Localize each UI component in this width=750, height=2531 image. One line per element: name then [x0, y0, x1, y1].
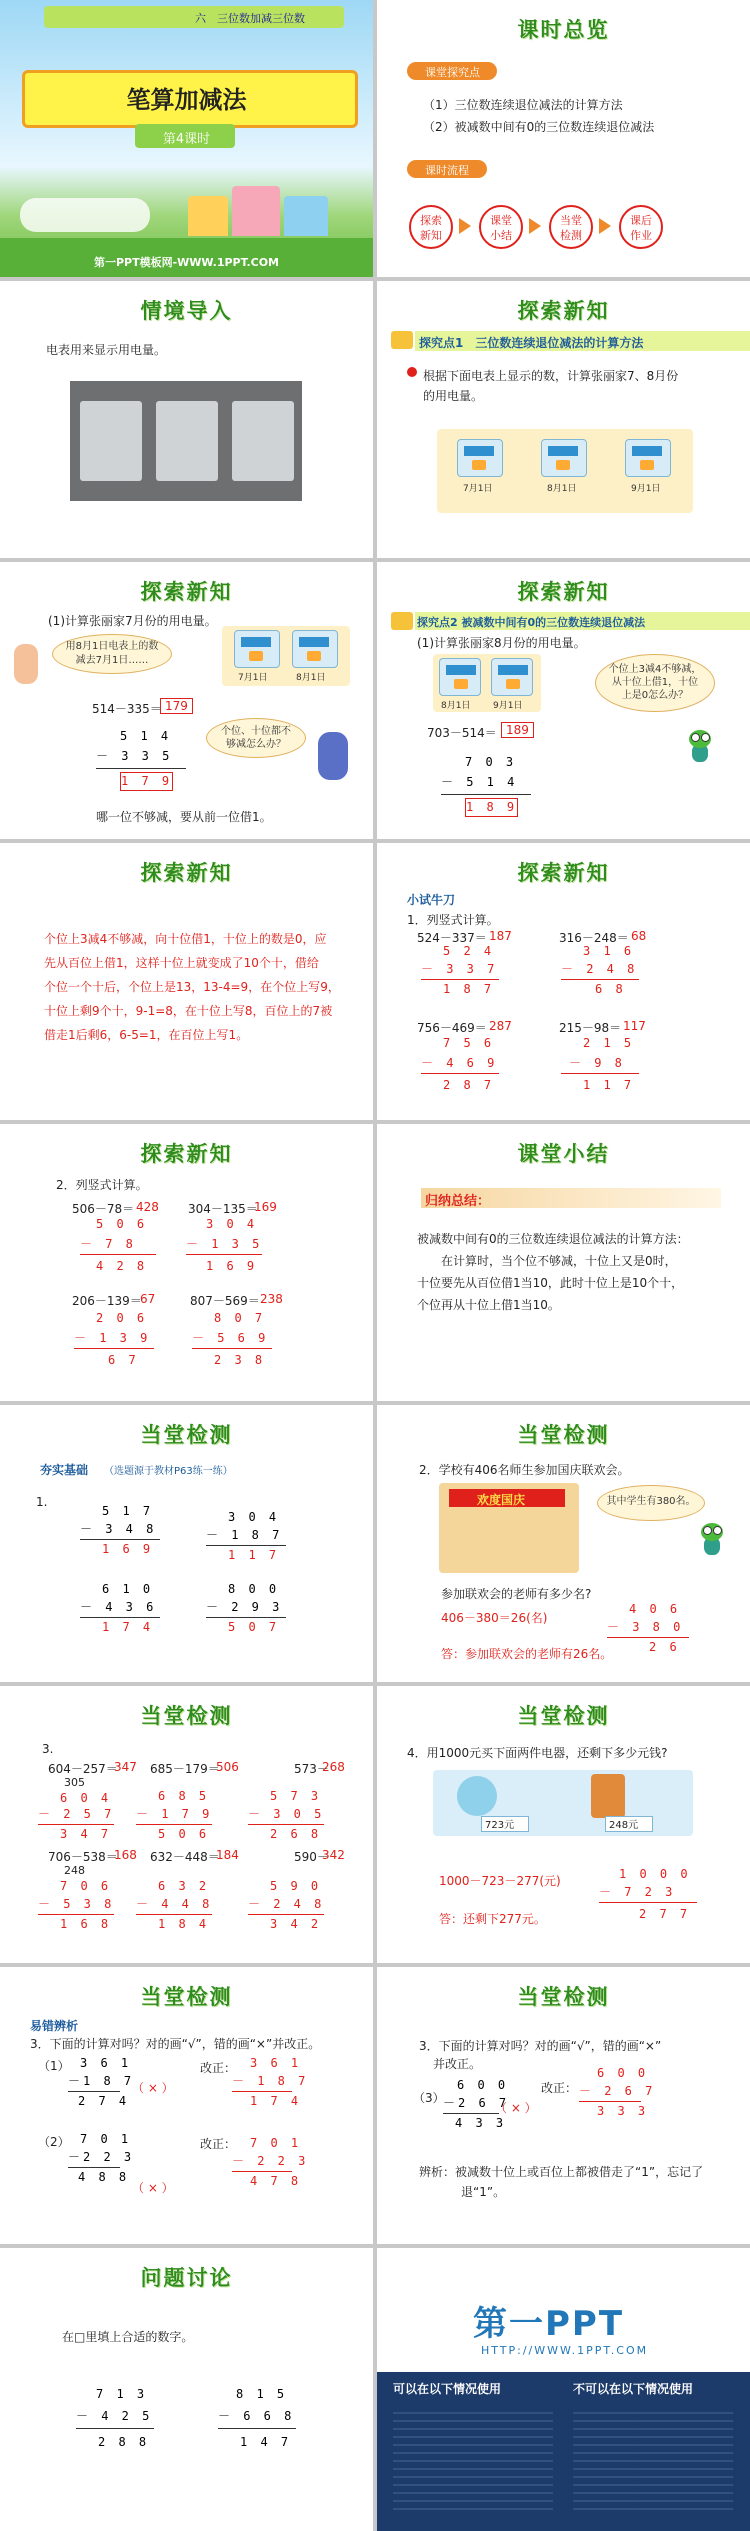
- answer-box: 179: [160, 698, 193, 714]
- intro-text: 电表用来显示用电量。: [46, 343, 167, 357]
- pin-icon: [407, 367, 417, 377]
- calc-divider: [607, 1637, 689, 1638]
- equation: 316－248＝: [559, 931, 629, 945]
- calc-row-1: 7 5 6: [443, 1036, 495, 1050]
- calc-result: 3 4 2: [270, 1917, 322, 1931]
- calc-row-1: 7 0 3: [465, 755, 517, 769]
- mark: （ × ）: [132, 2081, 174, 2095]
- slide-test-1: [0, 1405, 373, 1682]
- calc-row-1: 5 1 4: [120, 729, 172, 743]
- frog-icon: [685, 730, 715, 764]
- slide-title: 当堂检测: [517, 1984, 610, 2009]
- equation: 756－469＝: [417, 1021, 487, 1035]
- calc-divider: [248, 1914, 324, 1915]
- calc-result: 1 1 7: [583, 1078, 635, 1092]
- slide-title: 探索新知: [517, 860, 610, 885]
- calc-row-2: － 2 5 7: [38, 1807, 115, 1821]
- fix-label: 改正：: [200, 2061, 237, 2075]
- question-2: 参加联欢会的老师有多少名?: [441, 1587, 592, 1601]
- slide-intro: [0, 281, 373, 558]
- calc-divider: [248, 1824, 324, 1825]
- calc-result: 2 8 8: [98, 2435, 150, 2449]
- calc-result: 4 8 8: [78, 2170, 130, 2184]
- meter-date: 8月1日: [441, 701, 471, 711]
- answer: 506: [216, 1760, 239, 1774]
- mark: （ × ）: [495, 2101, 537, 2115]
- question-line-2: 的用电量。: [423, 389, 484, 403]
- slide-summary: [377, 1124, 750, 1401]
- flow-arrow: [459, 218, 471, 234]
- meter-date: 7月1日: [238, 673, 268, 683]
- calc-result: 2 7 7: [639, 1907, 691, 1921]
- slide-title: 探索新知: [140, 1141, 233, 1166]
- explanation-line-4: 十位上剩9个十，9-1=8，在十位上写8，百位上的7被: [44, 1004, 333, 1018]
- calc-divider: [96, 768, 186, 769]
- calc-divider: [68, 2091, 120, 2092]
- answer: 347: [114, 1760, 137, 1774]
- house-2: [232, 186, 280, 236]
- slide-discussion: [0, 2248, 373, 2531]
- answer-box: 189: [501, 722, 534, 738]
- book-icon: [391, 331, 413, 349]
- calc-row-1: 6 0 4: [60, 1791, 112, 1805]
- slide-practice-2: [0, 1124, 373, 1401]
- mark: （ × ）: [132, 2181, 174, 2195]
- calc-row-2: － 5 3 8: [38, 1897, 115, 1911]
- calc-result: 4 3 3: [455, 2116, 507, 2130]
- floating-number: 248: [64, 1864, 85, 1877]
- equation: 573－: [294, 1762, 329, 1776]
- slide-cover: [0, 0, 373, 277]
- calc-row-2: － 2 2 3: [232, 2154, 309, 2168]
- calc-result: 2 3 8: [214, 1353, 266, 1367]
- explanation-line-5: 借走1后剩6，6-5=1，在百位上写1。: [44, 1028, 249, 1042]
- cat-icon: [318, 732, 348, 780]
- calc-divider: [74, 1348, 154, 1349]
- equation: 406－380＝26(名): [441, 1611, 548, 1625]
- meter-icon: [541, 439, 587, 477]
- calc-result: 6 8: [595, 982, 626, 996]
- calc-row-2: － 7 8: [80, 1237, 136, 1251]
- meter-date: 7月1日: [463, 484, 493, 494]
- house-1: [188, 196, 228, 236]
- floating-number: 305: [64, 1776, 85, 1789]
- answer: 184: [216, 1848, 239, 1862]
- slide-test-2: [377, 1405, 750, 1682]
- point-label: 探究点1 三位数连续退位减法的计算方法: [419, 336, 644, 350]
- lesson-title: 笔算加减法: [126, 85, 247, 114]
- answer-text: 答：还剩下277元。: [439, 1912, 546, 1926]
- flow-step-3: 当堂 检测: [549, 205, 593, 249]
- meter-date: 9月1日: [631, 484, 661, 494]
- calc-result: 6 7: [108, 1353, 139, 1367]
- summary-line-3: 十位要先从百位借1当10，此时十位上是10个十，: [417, 1276, 684, 1290]
- slide-ending: [377, 2248, 750, 2531]
- meter-icon: [457, 439, 503, 477]
- calc-result: 1 1 7: [228, 1548, 280, 1562]
- question-line-1: 根据下面电表上显示的数，计算张丽家7、8月份: [423, 369, 679, 383]
- practice-tag: 夯实基础: [40, 1463, 89, 1477]
- slide-practice-1: [377, 843, 750, 1120]
- meter-date: 8月1日: [296, 673, 326, 683]
- calc-result: 1 8 4: [158, 1917, 210, 1931]
- flow-step-1: 探索 新知: [409, 205, 453, 249]
- slide-overview: [377, 0, 750, 277]
- calc-row-2: － 4 3 6: [80, 1600, 157, 1614]
- source-note: （选题源于教材P63练一练）: [104, 1466, 233, 1477]
- note: 哪一位不够减，要从前一位借1。: [96, 810, 272, 824]
- calc-result: 5 0 7: [228, 1620, 280, 1634]
- question: (1)计算张丽家8月份的用电量。: [417, 636, 586, 650]
- question: 4．用1000元买下面两件电器，还剩下多少元钱?: [407, 1746, 668, 1760]
- calc-divider: [38, 1824, 114, 1825]
- calc-result: 4 2 8: [96, 1259, 148, 1273]
- house-3: [284, 196, 328, 236]
- calc-result: 1 4 7: [240, 2435, 292, 2449]
- calc-divider: [421, 1073, 499, 1074]
- answer: 342: [322, 1848, 345, 1862]
- meter-icon: [292, 630, 338, 668]
- calc-divider: [136, 1914, 212, 1915]
- allowed-list: [393, 2406, 553, 2516]
- calc-row-2: － 7 2 3: [599, 1885, 676, 1899]
- slide-explore-3: [377, 562, 750, 839]
- meter-date: 9月1日: [493, 701, 523, 711]
- summary-line-4: 个位再从十位上借1当10。: [417, 1298, 560, 1312]
- slide-title: 当堂检测: [140, 1703, 233, 1728]
- slide-explore-2: [0, 562, 373, 839]
- equation: 514－335＝: [92, 702, 162, 716]
- question: 3．下面的计算对吗？对的画“√”，错的画“×”并改正。: [30, 2037, 321, 2051]
- calc-result: 2 8 7: [443, 1078, 495, 1092]
- practice-tag: 易错辨析: [30, 2019, 79, 2033]
- calc-row-2: － 1 8 7: [206, 1528, 283, 1542]
- speech-bubble: [52, 634, 172, 674]
- calc-result: 1 8 9: [465, 798, 518, 817]
- disallowed-heading: 不可以在以下情况使用: [573, 2382, 694, 2396]
- oven-icon: [591, 1774, 625, 1818]
- speech-bubble: [597, 1485, 705, 1521]
- calc-row-2: － 4 6 9: [421, 1056, 498, 1070]
- calc-divider: [579, 2101, 641, 2102]
- calc-divider: [38, 1914, 114, 1915]
- equation: 1000－723－277(元): [439, 1874, 561, 1888]
- slide-test-4: [377, 1686, 750, 1963]
- equation: 506－78＝: [72, 1202, 135, 1216]
- slide-explore-1: [377, 281, 750, 558]
- calc-result: 3 3 3: [597, 2104, 649, 2118]
- calc-result: 5 0 6: [158, 1827, 210, 1841]
- answer-text: 答：参加联欢会的老师有26名。: [441, 1647, 613, 1661]
- calc-divider: [76, 2428, 154, 2429]
- slide-title: 探索新知: [517, 579, 610, 604]
- calc-row-2: － 3 4 8: [80, 1522, 157, 1536]
- calc-row-2: － 2 4 8: [248, 1897, 325, 1911]
- calc-result: 1 7 4: [250, 2094, 302, 2108]
- meter-date: 8月1日: [547, 484, 577, 494]
- calc-divider: [232, 2171, 292, 2172]
- summary-line-2: 在计算时，当个位不够减，十位上又是0时，: [417, 1254, 677, 1268]
- summary-line-1: 被减数中间有0的三位数连续退位减法的计算方法：: [417, 1232, 689, 1246]
- calc-row-2: － 2 9 3: [206, 1600, 283, 1614]
- calc-row-2: － 5 6 9: [192, 1331, 269, 1345]
- calc-row-2: －2 6 7: [443, 2096, 510, 2110]
- calc-row-1: 2 0 6: [96, 1311, 148, 1325]
- calc-row-1: 8 0 0: [228, 1582, 280, 1596]
- explanation-line-2: 退“1”。: [461, 2185, 506, 2199]
- cover-footer: 第一PPT模板网-WWW.1PPT.COM: [93, 256, 280, 269]
- equation: 590－: [294, 1850, 329, 1864]
- question: 2．列竖式计算。: [56, 1178, 148, 1192]
- calc-row-1: 3 0 4: [228, 1510, 280, 1524]
- slide-title: 课时总览: [517, 17, 610, 42]
- slide-test-6: [377, 1967, 750, 2244]
- calc-row-1: 3 6 1: [80, 2056, 132, 2070]
- calc-row-2: － 3 0 5: [248, 1807, 325, 1821]
- calc-row-2: －2 2 3: [68, 2150, 135, 2164]
- question: 2．学校有406名师生参加国庆联欢会。: [419, 1463, 630, 1477]
- calc-divider: [136, 1824, 212, 1825]
- calc-result: 2 6: [649, 1640, 680, 1654]
- calc-row-1: 4 0 6: [629, 1602, 681, 1616]
- slide-title: 问题讨论: [140, 2265, 233, 2290]
- calc-row-2: －1 8 7: [68, 2074, 135, 2088]
- calc-divider: [218, 2428, 296, 2429]
- slide-title: 当堂检测: [517, 1703, 610, 1728]
- calc-result: 1 7 4: [102, 1620, 154, 1634]
- equation: 604－257＝: [48, 1762, 118, 1776]
- calc-divider: [206, 1617, 286, 1618]
- calc-row-2: － 5 1 4: [441, 775, 518, 789]
- brand-url: HTTP://WWW.1PPT.COM: [481, 2344, 649, 2357]
- calc-row-1: 3 1 6: [583, 944, 635, 958]
- calc-divider: [206, 1545, 286, 1546]
- answer: 117: [623, 1019, 646, 1033]
- calc-row-1: 6 8 5: [158, 1789, 210, 1803]
- calc-divider: [441, 794, 531, 795]
- calc-divider: [80, 1617, 160, 1618]
- calc-row-1: 5 9 0: [270, 1879, 322, 1893]
- equation: 524－337＝: [417, 931, 487, 945]
- calc-row-1: 2 1 5: [583, 1036, 635, 1050]
- overview-item-1: （1）三位数连续退位减法的计算方法: [423, 98, 623, 112]
- item-number: （1）: [38, 2059, 70, 2073]
- book-icon: [391, 612, 413, 630]
- calc-result: 3 4 7: [60, 1827, 112, 1841]
- meter-icon: [439, 658, 481, 696]
- slide-title: 当堂检测: [140, 1984, 233, 2009]
- lesson-number: 第4课时: [162, 132, 211, 147]
- answer: 169: [254, 1200, 277, 1214]
- calc-divider: [561, 979, 639, 980]
- slide-title: 当堂检测: [140, 1422, 233, 1447]
- answer: 67: [140, 1292, 156, 1306]
- answer: 168: [114, 1848, 137, 1862]
- frog-icon: [697, 1523, 727, 1557]
- calc-row-2: － 4 2 5: [76, 2409, 153, 2423]
- cloud: [20, 198, 150, 232]
- calc-row-1: 8 1 5: [236, 2387, 288, 2401]
- slide-test-5: [0, 1967, 373, 2244]
- equation: 304－135＝: [188, 1202, 258, 1216]
- question: 在□里填上合适的数字。: [62, 2330, 194, 2344]
- calc-result: 1 6 9: [206, 1259, 258, 1273]
- speech-bubble: [206, 718, 306, 758]
- calc-result: 2 6 8: [270, 1827, 322, 1841]
- answer: 238: [260, 1292, 283, 1306]
- calc-row-1: 8 0 7: [214, 1311, 266, 1325]
- calc-result: 1 8 7: [443, 982, 495, 996]
- section-2-label: 课时流程: [425, 164, 469, 177]
- question: 1．列竖式计算。: [407, 913, 499, 927]
- calc-row-2: － 2 6 7: [579, 2084, 656, 2098]
- bubble-text: 其中学生有380名。: [606, 1496, 696, 1507]
- calc-divider: [443, 2113, 499, 2114]
- calc-row-2: － 1 3 5: [186, 1237, 263, 1251]
- brand-logo: 第一PPT: [473, 2304, 625, 2344]
- answer: 68: [631, 929, 647, 943]
- equation: 206－139＝: [72, 1294, 142, 1308]
- slide-title: 探索新知: [140, 579, 233, 604]
- calc-row-1: 7 0 6: [60, 1879, 112, 1893]
- slide-title: 当堂检测: [517, 1422, 610, 1447]
- flow-step-4: 课后 作业: [619, 205, 663, 249]
- equation: 706－538＝: [48, 1850, 118, 1864]
- calc-result: 1 7 9: [120, 772, 173, 791]
- slide-explanation: [0, 843, 373, 1120]
- calc-row-2: － 3 8 0: [607, 1620, 684, 1634]
- allowed-heading: 可以在以下情况使用: [393, 2382, 502, 2396]
- calc-divider: [80, 1254, 156, 1255]
- calc-row-2: － 9 8: [569, 1056, 625, 1070]
- calc-divider: [421, 979, 499, 980]
- chapter-label: 六 三位数加减三位数: [195, 12, 305, 25]
- calc-row-1: 6 1 0: [102, 1582, 154, 1596]
- fix-label: 改正：: [541, 2081, 578, 2095]
- point-label: 探究点2 被减数中间有0的三位数连续退位减法: [417, 616, 646, 629]
- item-number: （2）: [38, 2135, 70, 2149]
- section-1-label: 课堂探究点: [425, 66, 480, 79]
- calc-row-2: － 1 8 7: [232, 2074, 309, 2088]
- explanation-line-1: 辨析：被减数十位上或百位上都被借走了“1”，忘记了: [419, 2165, 704, 2179]
- calc-divider: [599, 1902, 697, 1903]
- equation: 632－448＝: [150, 1850, 220, 1864]
- calc-divider: [561, 1073, 639, 1074]
- meter-icon: [234, 630, 280, 668]
- banner-text: 欢度国庆: [477, 1493, 526, 1507]
- answer: 187: [489, 929, 512, 943]
- item-number: 3.: [42, 1742, 54, 1756]
- bubble-text: 个位、十位都不够减怎么办？: [221, 726, 291, 750]
- price-2: 248元: [609, 1820, 639, 1831]
- calc-divider: [68, 2167, 120, 2168]
- slide-title: 探索新知: [517, 298, 610, 323]
- calc-row-2: － 1 3 9: [74, 1331, 151, 1345]
- overview-item-2: （2）被减数中间有0的三位数连续退位减法: [423, 120, 655, 134]
- explanation-line-3: 个位一个十后，个位上是13，13-4=9，在个位上写9，: [44, 980, 340, 994]
- item-number: 1.: [36, 1495, 48, 1509]
- calc-row-1: 6 3 2: [158, 1879, 210, 1893]
- calc-row-1: 3 0 4: [206, 1217, 258, 1231]
- calc-row-1: 5 7 3: [270, 1789, 322, 1803]
- girl-icon: [14, 644, 38, 684]
- equation: 685－179＝: [150, 1762, 220, 1776]
- question: (1)计算张丽家7月份的用电量。: [48, 614, 217, 628]
- calc-divider: [186, 1254, 262, 1255]
- answer: 428: [136, 1200, 159, 1214]
- answer: 287: [489, 1019, 512, 1033]
- price-1: 723元: [485, 1820, 515, 1831]
- question-line-2: 并改正。: [433, 2057, 482, 2071]
- bubble-text: 用8月1日电表上的数减去7月1日……: [65, 641, 159, 666]
- calc-row-1: 7 1 3: [96, 2387, 148, 2401]
- calc-row-1: 1 0 0 0: [619, 1867, 691, 1881]
- flow-arrow: [529, 218, 541, 234]
- slide-title: 情境导入: [140, 298, 233, 323]
- slide-test-3: [0, 1686, 373, 1963]
- calc-row-2: － 1 7 9: [136, 1807, 213, 1821]
- slide-title: 探索新知: [140, 860, 233, 885]
- item-number: （3）: [413, 2091, 445, 2105]
- calc-row-1: 5 1 7: [102, 1504, 154, 1518]
- question-line-1: 3．下面的计算对吗？对的画“√”，错的画“×”: [419, 2039, 662, 2053]
- calc-row-1: 3 6 1: [250, 2056, 302, 2070]
- calc-row-1: 5 0 6: [96, 1217, 148, 1231]
- calc-result: 2 7 4: [78, 2094, 130, 2108]
- calc-row-2: － 3 3 5: [96, 749, 173, 763]
- explanation-line-2: 先从百位上借1，这样十位上就变成了10个十，借给: [44, 956, 319, 970]
- calc-row-2: － 3 3 7: [421, 962, 498, 976]
- calc-row-2: － 6 6 8: [218, 2409, 295, 2423]
- answer: 268: [322, 1760, 345, 1774]
- equation: 703－514＝: [427, 726, 497, 740]
- calc-row-1: 5 2 4: [443, 944, 495, 958]
- calc-row-1: 6 0 0: [457, 2078, 509, 2092]
- equation: 215－98＝: [559, 1021, 622, 1035]
- calc-row-1: 6 0 0: [597, 2066, 649, 2080]
- calc-row-2: － 4 4 8: [136, 1897, 213, 1911]
- meter-icon: [491, 658, 533, 696]
- calc-divider: [192, 1348, 272, 1349]
- calc-row-2: － 2 4 8: [561, 962, 638, 976]
- calc-result: 1 6 9: [102, 1542, 154, 1556]
- calc-divider: [80, 1539, 160, 1540]
- flow-arrow: [599, 218, 611, 234]
- disallowed-list: [573, 2406, 733, 2516]
- practice-tag: 小试牛刀: [407, 893, 456, 907]
- rice-cooker-icon: [457, 1776, 497, 1816]
- equation: 807－569＝: [190, 1294, 260, 1308]
- electric-meters-photo: [70, 381, 302, 501]
- flow-step-2: 课堂 小结: [479, 205, 523, 249]
- meter-icon: [625, 439, 671, 477]
- fix-label: 改正：: [200, 2137, 237, 2151]
- calc-result: 4 7 8: [250, 2174, 302, 2188]
- calc-result: 1 6 8: [60, 1917, 112, 1931]
- calc-divider: [232, 2091, 292, 2092]
- calc-row-1: 7 0 1: [80, 2132, 132, 2146]
- speech-bubble: [595, 654, 715, 712]
- calc-row-1: 7 0 1: [250, 2136, 302, 2150]
- explanation-line-1: 个位上3减4不够减，向十位借1，十位上的数是0，应: [44, 932, 327, 946]
- summary-heading: 归纳总结：: [425, 1194, 491, 1209]
- bubble-text: 个位上3减4不够减，从十位上借1，十位上是0怎么办？: [608, 664, 702, 701]
- slide-title: 课堂小结: [517, 1141, 610, 1166]
